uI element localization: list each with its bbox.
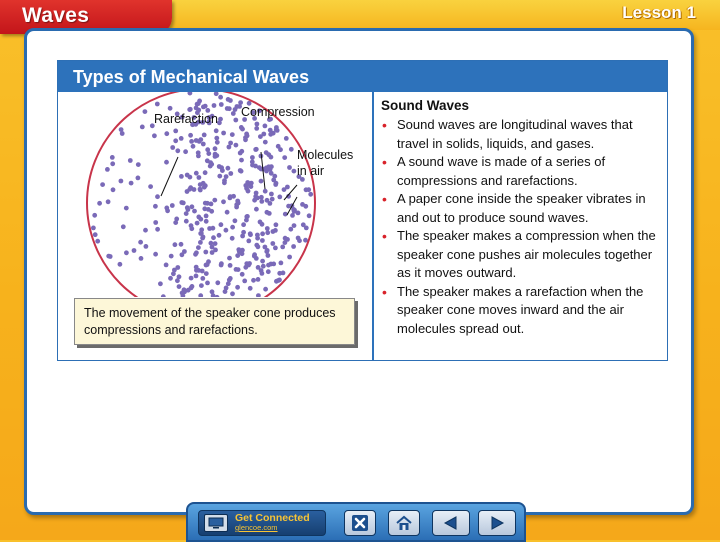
air-molecule-dot: [239, 169, 244, 174]
air-molecule-dot: [308, 192, 313, 197]
air-molecule-dot: [177, 284, 182, 289]
home-icon: [395, 515, 413, 531]
air-molecule-dot: [255, 122, 260, 127]
air-molecule-dot: [199, 283, 204, 288]
air-molecule-dot: [287, 165, 292, 170]
air-molecule-dot: [239, 158, 244, 163]
air-molecule-dot: [139, 256, 144, 261]
air-molecule-dot: [204, 214, 209, 219]
air-molecule-dot: [164, 131, 169, 136]
air-molecule-dot: [200, 236, 205, 241]
air-molecule-dot: [228, 141, 233, 146]
air-molecule-dot: [190, 284, 195, 289]
air-molecule-dot: [230, 225, 235, 230]
air-molecule-dot: [264, 169, 269, 174]
air-molecule-dot: [243, 135, 248, 140]
air-molecule-dot: [246, 182, 251, 187]
air-molecule-dot: [225, 210, 230, 215]
air-molecule-dot: [158, 281, 163, 286]
air-molecule-dot: [198, 240, 203, 245]
air-molecule-dot: [282, 155, 287, 160]
air-molecule-dot: [198, 137, 203, 142]
air-molecule-dot: [237, 249, 242, 254]
air-molecule-dot: [120, 131, 125, 136]
air-molecule-dot: [195, 221, 200, 226]
air-molecule-dot: [227, 256, 232, 261]
air-molecule-dot: [274, 222, 279, 227]
air-molecule-dot: [198, 231, 203, 236]
air-molecule-dot: [284, 136, 289, 141]
air-molecule-dot: [203, 170, 208, 175]
air-molecule-dot: [212, 198, 217, 203]
air-molecule-dot: [196, 245, 201, 250]
air-molecule-dot: [257, 165, 262, 170]
air-molecule-dot: [283, 240, 288, 245]
air-molecule-dot: [190, 204, 195, 209]
air-molecule-dot: [260, 222, 265, 227]
air-molecule-dot: [292, 169, 297, 174]
navigation-bar: [186, 502, 526, 542]
air-molecule-dot: [95, 239, 100, 244]
air-molecule-dot: [269, 155, 274, 160]
air-molecule-dot: [143, 228, 148, 233]
bullet-item: • Sound waves are longitudinal waves that travel in solids, liquids, and gases.: [381, 116, 666, 153]
air-molecule-dot: [263, 140, 268, 145]
air-molecule-dot: [136, 162, 141, 167]
air-molecule-dot: [271, 262, 276, 267]
air-molecule-dot: [203, 104, 208, 109]
air-molecule-dot: [155, 194, 160, 199]
air-molecule-dot: [219, 263, 224, 268]
figure-title: Types of Mechanical Waves: [73, 67, 310, 87]
air-molecule-dot: [177, 274, 182, 279]
air-molecule-dot: [108, 254, 113, 259]
air-molecule-dot: [119, 179, 124, 184]
air-molecule-dot: [252, 198, 257, 203]
air-molecule-dot: [165, 208, 170, 213]
air-molecule-dot: [215, 140, 220, 145]
triangle-right-icon: [487, 515, 507, 531]
previous-button[interactable]: [432, 510, 470, 536]
close-x-icon: [352, 515, 368, 531]
air-molecule-dot: [255, 236, 260, 241]
air-molecule-dot: [277, 278, 282, 283]
air-molecule-dot: [247, 261, 252, 266]
air-molecule-dot: [132, 248, 137, 253]
air-molecule-dot: [210, 250, 215, 255]
air-molecule-dot: [243, 265, 248, 270]
air-molecule-dot: [270, 197, 275, 202]
air-molecule-dot: [168, 106, 173, 111]
air-molecule-dot: [289, 147, 294, 152]
air-molecule-dot: [148, 184, 153, 189]
air-molecule-dot: [192, 209, 197, 214]
bullet-item: • A paper cone inside the speaker vibrates in and out to produce sound waves.: [381, 190, 666, 227]
air-molecule-dot: [268, 201, 273, 206]
air-molecule-dot: [269, 171, 274, 176]
air-molecule-dot: [217, 233, 222, 238]
air-molecule-dot: [256, 244, 261, 249]
air-molecule-dot: [256, 277, 261, 282]
air-molecule-dot: [225, 106, 230, 111]
air-molecule-dot: [188, 107, 193, 112]
air-molecule-dot: [97, 201, 102, 206]
air-molecule-dot: [276, 144, 281, 149]
air-molecule-dot: [129, 181, 134, 186]
air-molecule-dot: [222, 180, 227, 185]
air-molecule-dot: [244, 218, 249, 223]
get-connected-url[interactable]: glencoe.com: [235, 523, 278, 532]
close-button[interactable]: [344, 510, 376, 536]
air-molecule-dot: [270, 241, 275, 246]
air-molecule-dot: [164, 263, 169, 268]
air-molecule-dot: [155, 227, 160, 232]
air-molecule-dot: [194, 138, 199, 143]
triangle-left-icon: [441, 515, 461, 531]
air-molecule-dot: [153, 220, 158, 225]
air-molecule-dot: [105, 167, 110, 172]
air-molecule-dot: [92, 213, 97, 218]
air-molecule-dot: [203, 201, 208, 206]
air-molecule-dot: [155, 102, 160, 107]
air-molecule-dot: [224, 228, 229, 233]
air-molecule-dot: [265, 210, 270, 215]
air-molecule-dot: [209, 209, 214, 214]
air-molecule-dot: [183, 149, 188, 154]
air-molecule-dot: [204, 219, 209, 224]
air-molecule-dot: [138, 240, 143, 245]
air-molecule-dot: [214, 128, 219, 133]
air-molecule-dot: [242, 279, 247, 284]
air-molecule-dot: [254, 126, 259, 131]
bullet-item: • The speaker makes a rarefaction when the speaker cone moves inward and the air molecules spread out.: [381, 283, 666, 339]
sound-waves-text: [381, 98, 666, 338]
air-molecule-dot: [203, 250, 208, 255]
bullet-item: • A sound wave is made of a series of compressions and rarefactions.: [381, 153, 666, 190]
air-molecule-dot: [233, 118, 238, 123]
air-molecule-dot: [226, 97, 231, 102]
air-molecule-dot: [218, 95, 223, 100]
air-molecule-dot: [248, 286, 253, 291]
air-molecule-dot: [111, 187, 116, 192]
air-molecule-dot: [271, 178, 276, 183]
air-molecule-dot: [194, 274, 199, 279]
molecules-label-line2: in air: [297, 164, 325, 178]
air-molecule-dot: [194, 250, 199, 255]
air-molecule-dot: [173, 220, 178, 225]
home-button[interactable]: [388, 510, 420, 536]
air-molecule-dot: [215, 280, 220, 285]
air-molecule-dot: [250, 155, 255, 160]
air-molecule-dot: [152, 133, 157, 138]
air-molecule-dot: [179, 174, 184, 179]
air-molecule-dot: [208, 160, 213, 165]
next-button[interactable]: [478, 510, 516, 536]
air-molecule-dot: [217, 174, 222, 179]
air-molecule-dot: [273, 182, 278, 187]
air-molecule-dot: [100, 182, 105, 187]
air-molecule-dot: [301, 222, 306, 227]
air-molecule-dot: [170, 145, 175, 150]
caption-box: [74, 298, 355, 345]
air-molecule-dot: [185, 189, 190, 194]
air-molecule-dot: [121, 224, 126, 229]
air-molecule-dot: [217, 164, 222, 169]
air-molecule-dot: [220, 168, 225, 173]
air-molecule-dot: [168, 276, 173, 281]
air-molecule-dot: [196, 154, 201, 159]
air-molecule-dot: [118, 262, 123, 267]
column-divider: [372, 92, 374, 360]
air-molecule-dot: [240, 127, 245, 132]
air-molecule-dot: [198, 217, 203, 222]
air-molecule-dot: [91, 226, 96, 231]
air-molecule-dot: [261, 132, 266, 137]
air-molecule-dot: [144, 244, 149, 249]
air-molecule-dot: [300, 202, 305, 207]
air-molecule-dot: [110, 161, 115, 166]
air-molecule-dot: [169, 254, 174, 259]
air-molecule-dot: [287, 255, 292, 260]
air-molecule-dot: [281, 271, 286, 276]
get-connected-button[interactable]: [198, 510, 326, 536]
air-molecule-dot: [246, 239, 251, 244]
air-molecule-dot: [260, 271, 265, 276]
air-molecule-dot: [179, 242, 184, 247]
molecules-label-line1: Molecules: [297, 148, 354, 162]
air-molecule-dot: [228, 263, 233, 268]
air-molecule-dot: [173, 138, 178, 143]
air-molecule-dot: [211, 226, 216, 231]
air-molecule-dot: [230, 291, 235, 296]
air-molecule-dot: [219, 102, 224, 107]
air-molecule-dot: [223, 289, 228, 294]
air-molecule-dot: [211, 235, 216, 240]
air-molecule-dot: [128, 158, 133, 163]
air-molecule-dot: [221, 131, 226, 136]
air-molecule-dot: [201, 142, 206, 147]
air-molecule-dot: [219, 222, 224, 227]
air-molecule-dot: [292, 223, 297, 228]
air-molecule-dot: [182, 289, 187, 294]
air-molecule-dot: [170, 203, 175, 208]
air-molecule-dot: [173, 242, 178, 247]
caption-text: The movement of the speaker cone produces compressions and rarefactions.: [84, 306, 336, 337]
get-connected-label: Get Connected: [235, 512, 310, 524]
air-molecule-dot: [285, 185, 290, 190]
air-molecule-dot: [200, 276, 205, 281]
air-molecule-dot: [251, 278, 256, 283]
air-molecule-dot: [173, 129, 178, 134]
air-molecule-dot: [239, 149, 244, 154]
sound-waves-title: Sound Waves: [381, 98, 470, 113]
air-molecule-dot: [228, 196, 233, 201]
air-molecule-dot: [175, 148, 180, 153]
air-molecule-dot: [224, 174, 229, 179]
air-molecule-dot: [296, 236, 301, 241]
air-molecule-dot: [233, 218, 238, 223]
chapter-title: Waves: [22, 4, 90, 27]
air-molecule-dot: [197, 175, 202, 180]
air-molecule-dot: [164, 160, 169, 165]
air-molecule-dot: [296, 211, 301, 216]
air-molecule-dot: [179, 136, 184, 141]
air-molecule-dot: [189, 226, 194, 231]
air-molecule-dot: [261, 264, 266, 269]
air-molecule-dot: [248, 231, 253, 236]
air-molecule-dot: [233, 107, 238, 112]
air-molecule-dot: [213, 146, 218, 151]
air-molecule-dot: [194, 265, 199, 270]
air-molecule-dot: [268, 132, 273, 137]
air-molecule-dot: [181, 201, 186, 206]
air-molecule-dot: [202, 206, 207, 211]
air-molecule-dot: [93, 232, 98, 237]
air-molecule-dot: [194, 171, 199, 176]
air-molecule-dot: [188, 185, 193, 190]
air-molecule-dot: [265, 230, 270, 235]
figure-panel: [57, 60, 668, 361]
air-molecule-dot: [143, 109, 148, 114]
air-molecule-dot: [202, 133, 207, 138]
sound-waves-bullets: [381, 116, 666, 338]
air-molecule-dot: [228, 171, 233, 176]
air-molecule-dot: [259, 179, 264, 184]
air-molecule-dot: [226, 281, 231, 286]
air-molecule-dot: [140, 125, 145, 130]
air-molecule-dot: [265, 226, 270, 231]
air-molecule-dot: [280, 245, 285, 250]
computer-icon: [204, 514, 228, 532]
air-molecule-dot: [240, 234, 245, 239]
air-molecule-dot: [291, 244, 296, 249]
air-molecule-dot: [188, 133, 193, 138]
air-molecule-dot: [268, 128, 273, 133]
air-molecule-dot: [263, 287, 268, 292]
air-molecule-dot: [271, 229, 276, 234]
air-molecule-dot: [254, 207, 259, 212]
air-molecule-dot: [266, 269, 271, 274]
air-molecule-dot: [204, 263, 209, 268]
air-molecule-dot: [213, 152, 218, 157]
air-molecule-dot: [110, 155, 115, 160]
air-molecule-dot: [273, 246, 278, 251]
air-molecule-dot: [124, 206, 129, 211]
air-molecule-dot: [288, 227, 293, 232]
rarefaction-label: Rarefaction: [154, 112, 218, 126]
air-molecule-dot: [226, 166, 231, 171]
air-molecule-dot: [306, 187, 311, 192]
air-molecule-dot: [214, 136, 219, 141]
air-molecule-dot: [203, 183, 208, 188]
air-molecule-dot: [266, 253, 271, 258]
air-molecule-dot: [221, 199, 226, 204]
air-molecule-dot: [124, 250, 129, 255]
air-molecule-dot: [250, 163, 255, 168]
air-molecule-dot: [263, 124, 268, 129]
compression-label: Compression: [241, 105, 315, 119]
air-molecule-dot: [307, 213, 312, 218]
air-molecule-dot: [153, 252, 158, 257]
air-molecule-dot: [235, 285, 240, 290]
air-molecule-dot: [259, 199, 264, 204]
air-molecule-dot: [234, 267, 239, 272]
lesson-label: Lesson 1: [622, 3, 696, 22]
air-molecule-dot: [240, 272, 245, 277]
air-molecule-dot: [260, 231, 265, 236]
air-molecule-dot: [184, 219, 189, 224]
bullet-item: • The speaker makes a compression when the speaker cone pushes air molecules together as it moves outward.: [381, 227, 666, 283]
air-molecule-dot: [269, 192, 274, 197]
air-molecule-dot: [189, 276, 194, 281]
air-molecule-dot: [206, 151, 211, 156]
air-molecule-dot: [188, 175, 193, 180]
air-molecule-dot: [106, 199, 111, 204]
air-molecule-dot: [277, 195, 282, 200]
air-molecule-dot: [182, 249, 187, 254]
air-molecule-dot: [234, 202, 239, 207]
air-molecule-dot: [263, 189, 268, 194]
air-molecule-dot: [230, 132, 235, 137]
air-molecule-dot: [198, 188, 203, 193]
air-molecule-dot: [136, 176, 141, 181]
air-molecule-dot: [175, 265, 180, 270]
air-molecule-dot: [213, 241, 218, 246]
air-molecule-dot: [191, 144, 196, 149]
air-molecule-dot: [171, 271, 176, 276]
air-molecule-dot: [241, 222, 246, 227]
air-molecule-dot: [153, 204, 158, 209]
figure-header: [58, 61, 667, 92]
air-molecule-dot: [266, 263, 271, 268]
air-molecule-dot: [260, 238, 265, 243]
air-molecule-dot: [205, 281, 210, 286]
air-molecule-dot: [234, 143, 239, 148]
air-molecule-dot: [189, 139, 194, 144]
air-molecule-dot: [269, 164, 274, 169]
air-molecule-dot: [279, 261, 284, 266]
air-molecule-dot: [212, 103, 217, 108]
air-molecule-dot: [260, 259, 265, 264]
air-molecule-dot: [204, 271, 209, 276]
air-molecule-dot: [252, 254, 257, 259]
air-molecule-dot: [253, 147, 258, 152]
air-molecule-dot: [186, 207, 191, 212]
air-molecule-dot: [263, 245, 268, 250]
air-molecule-dot: [275, 128, 280, 133]
air-molecule-dot: [230, 236, 235, 241]
